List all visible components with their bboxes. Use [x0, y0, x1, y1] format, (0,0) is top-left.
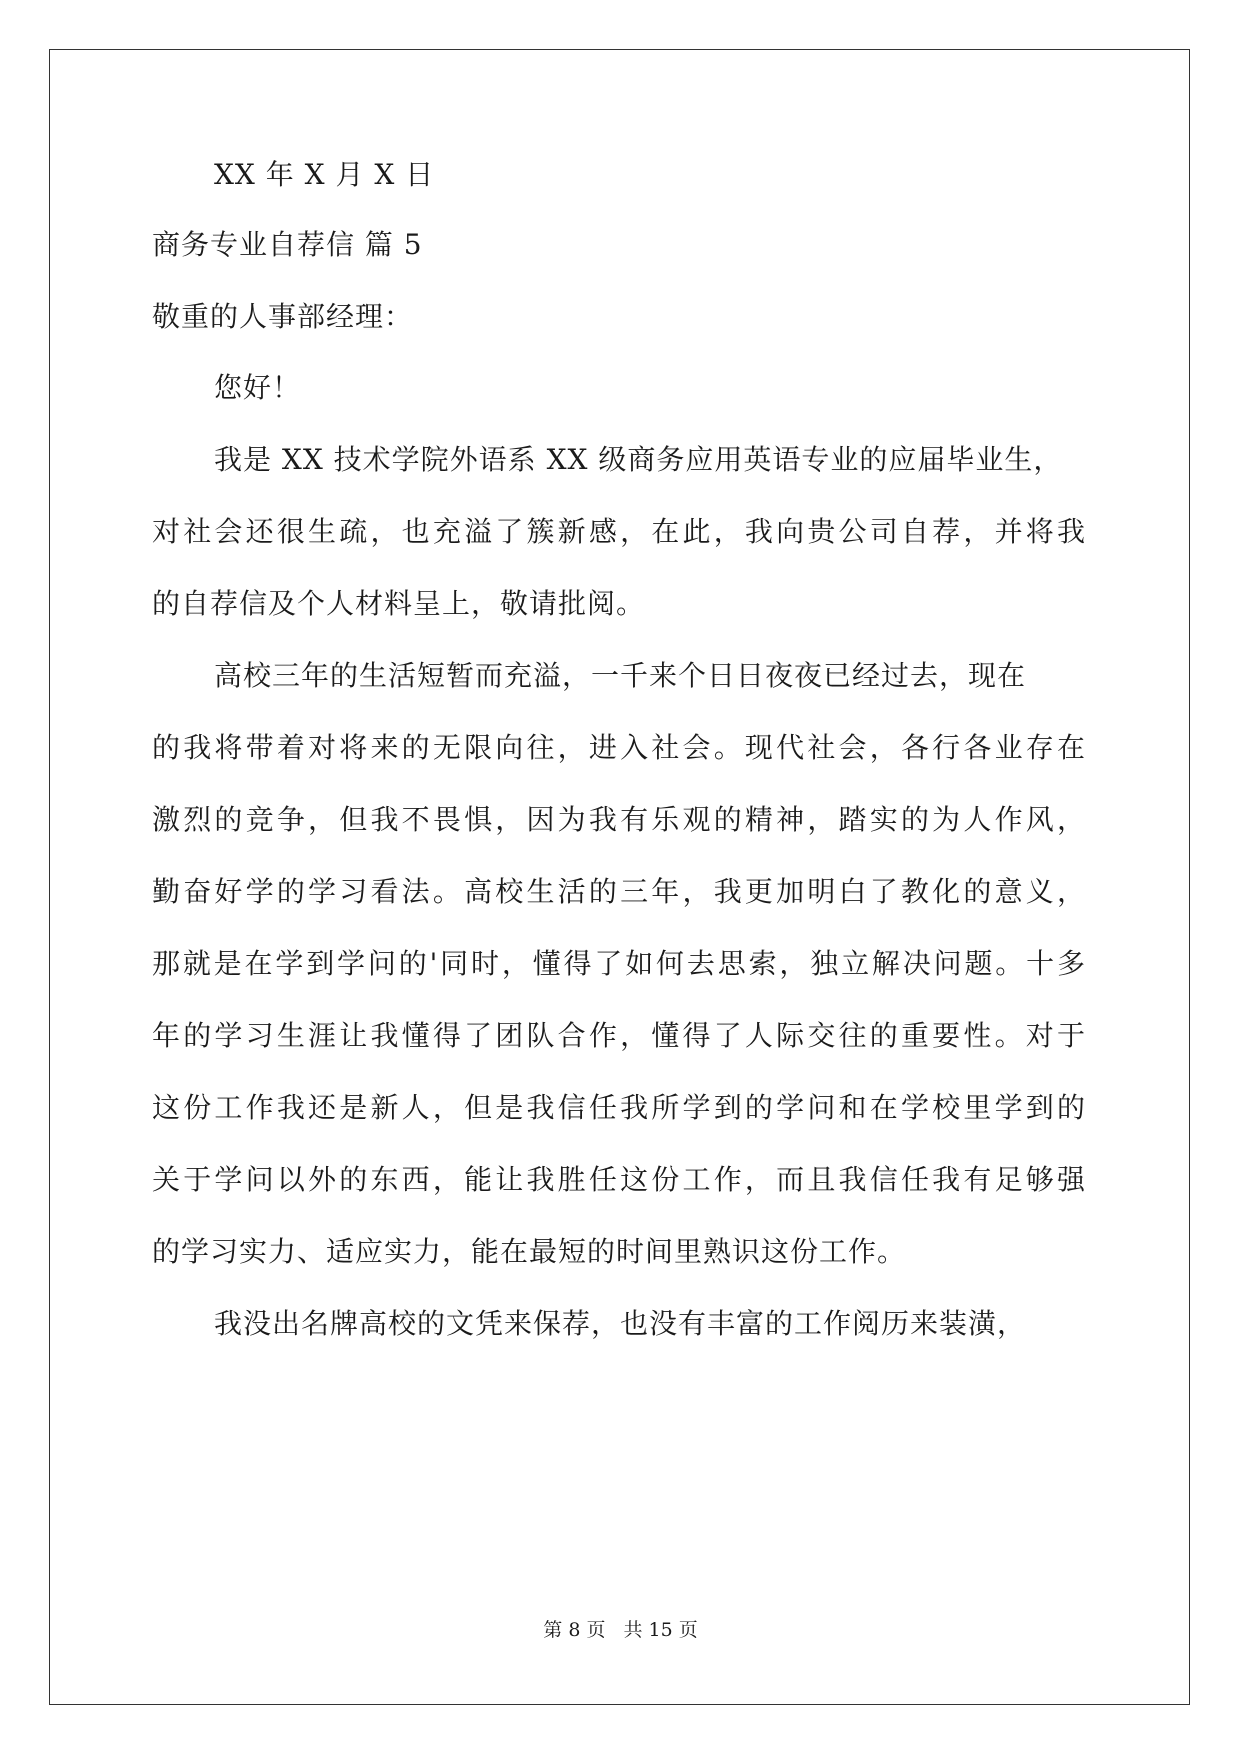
page-total: 共 15 页: [623, 1619, 698, 1641]
paragraph1-line: 我是 XX 技术学院外语系 XX 级商务应用英语专业的应届毕业生，: [214, 443, 1063, 476]
paragraph1-line: 对社会还很生疏，也充溢了簇新感，在此，我向贵公司自荐，并将我: [152, 515, 1086, 548]
paragraph2-line: 勤奋好学的学习看法。高校生活的三年，我更加明白了教化的意义，: [152, 875, 1086, 908]
paragraph2-line: 年的学习生涯让我懂得了团队合作，懂得了人际交往的重要性。对于: [152, 1019, 1086, 1052]
section-title: 商务专业自荐信 篇 5: [152, 228, 423, 261]
paragraph2-line: 激烈的竞争，但我不畏惧，因为我有乐观的精神，踏实的为人作风，: [152, 803, 1086, 836]
page-footer: [0, 1618, 1241, 1642]
paragraph3-line: 我没出名牌高校的文凭来保荐，也没有丰富的工作阅历来装潢，: [214, 1307, 1027, 1340]
paragraph1-line: 的自荐信及个人材料呈上，敬请批阅。: [152, 587, 646, 620]
paragraph2-line: 那就是在学到学问的'同时，懂得了如何去思索，独立解决问题。十多: [152, 947, 1086, 980]
greeting: 您好！: [214, 371, 302, 404]
paragraph2-line: 的我将带着对将来的无限向往，进入社会。现代社会，各行各业存在: [152, 731, 1086, 764]
paragraph2-line: 关于学问以外的东西，能让我胜任这份工作，而且我信任我有足够强: [152, 1163, 1086, 1196]
date-line: XX 年 X 月 X 日: [214, 158, 435, 191]
paragraph2-line: 这份工作我还是新人，但是我信任我所学到的学问和在学校里学到的: [152, 1091, 1086, 1124]
paragraph2-line: 高校三年的生活短暂而充溢，一千来个日日夜夜已经过去，现在: [214, 659, 1027, 692]
page-number: 第 8 页: [543, 1619, 606, 1641]
paragraph2-line: 的学习实力、适应实力，能在最短的时间里熟识这份工作。: [152, 1235, 907, 1268]
salutation: 敬重的人事部经理：: [152, 300, 414, 333]
